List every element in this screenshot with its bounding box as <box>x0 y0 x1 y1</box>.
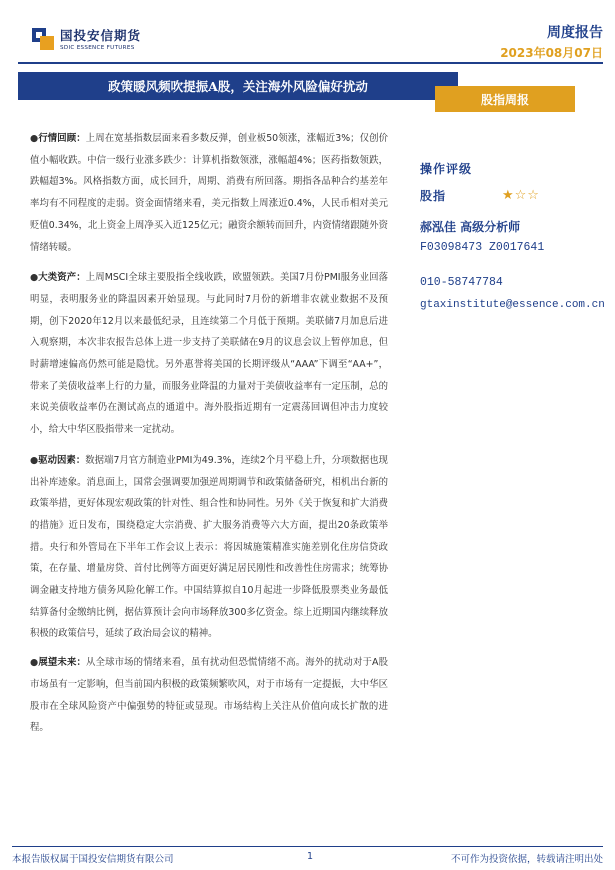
section-heading: 展望未来： <box>38 657 87 669</box>
section-market-review: ●行情回顾：上周在宽基指数层面来看多数反弹，创业板50领涨，涨幅近3%；仅创价值小幅收跌。中信一级行业涨多跌少：计算机指数领涨，涨幅超4%；医药指数领跌，跌幅超3%。风格指数方面，成长回升，周期、消费有所回落。期指各品种合约基差年率均有不同程度的走弱。资金面情绪来看，美元指数上周涨近0.4%，人民币相对美元贬值0.34%，北上资金上周净买入近125亿元；融资余额转而回升，内资情绪跟随外资情绪转暖。 <box>30 133 388 253</box>
analyst-ids: F03098473 Z0017641 <box>420 241 545 254</box>
sidebar <box>420 160 615 311</box>
page-number: 1 <box>307 851 314 862</box>
title-banner <box>18 72 458 100</box>
brand-name-en: SDIC ESSENCE FUTURES <box>60 45 135 51</box>
rating-stars-icon: ★☆☆ <box>502 188 540 203</box>
section-text: 上周在宽基指数层面来看多数反弹，创业板50领涨，涨幅近3%；仅创价值小幅收跌。中信一级行业涨多跌少：计算机指数领涨，涨幅超4%；医药指数领跌，跌幅超3%。风格指数方面，成长回升，周期、消费有所回落。期指各品种合约基差年率均有不同程度的走弱。资金面情绪来看，美元指数上周涨近0.4%，人民币相对美元贬值0.34%，北上资金上周净买入近125亿元；融资余额转而回升，内资情绪跟随外资情绪转暖。 <box>30 133 388 253</box>
section-major-assets: ●大类资产：上周MSCI全球主要股指全线收跌，欧盟领跌。美国7月份PMI服务业回落明显，表明服务业的降温因素开始显现。与此同时7月份的新增非农就业数据不及预期，创下2020年12月以来最低纪录，且连续第二个月低于预期。美联储7月加息后进入观察期，本次非农报告总体上进一步支持了美联储在9月的议息会议上暂停加息，但时薪增速偏高仍然可能是隐忧。另外惠誉将美国的长期评级从“AAA”下调至“AA+”，带来了美债收益率上行的力量，而服务业降温的力量对于美债收益率有一定压制，总的来说美债收益率仍在测试高点的通道中。海外股指近期有一定震荡回调但冲击力度较小，给大中华区股指带来一定扰动。 <box>30 272 388 436</box>
footer-disclaimer: 不可作为投资依据，转载请注明出处 <box>450 854 603 865</box>
rating-row <box>420 187 615 204</box>
logo-mark-icon <box>32 28 54 50</box>
section-outlook: ●展望未来：从全球市场的情绪来看，虽有扰动但恐慌情绪不高。海外的扰动对于A股市场虽有一定影响，但当前国内积极的政策频繁吹风，对于市场有一定提振，大中华区股市在全球风险资产中偏强势的特征或显现。市场结构上关注从价值向成长扩散的进程。 <box>30 657 388 734</box>
section-heading: 行情回顾： <box>38 133 86 144</box>
index-label: 股指 <box>420 189 447 203</box>
analyst-name: 郝泓佳 高级分析师 <box>420 220 521 234</box>
category-tag <box>435 86 575 112</box>
report-date: 2023年08月07日 <box>500 46 603 60</box>
category-tag-label: 股指周报 <box>480 92 529 107</box>
brand-name-cn: 国投安信期货 <box>60 28 142 43</box>
header-divider <box>18 62 603 64</box>
report-body <box>30 128 388 748</box>
rating-label: 操作评级 <box>420 162 473 176</box>
section-text: 上周MSCI全球主要股指全线收跌，欧盟领跌。美国7月份PMI服务业回落明显，表明服务业的降温因素开始显现。与此同时7月份的新增非农就业数据不及预期，创下2020年12月以来最低纪录，且连续第二个月低于预期。美联储7月加息后进入观察期，本次非农报告总体上进一步支持了美联储在9月的议息会议上暂停加息，但时薪增速偏高仍然可能是隐忧。另外惠誉将美国的长期评级从“AAA”下调至“AA+”，带来了美债收益率上行的力量，而服务业降温的力量对于美债收益率有一定压制，总的来说美债收益率仍在测试高点的通道中。海外股指近期有一定震荡回调但冲击力度较小，给大中华区股指带来一定扰动。 <box>30 272 388 436</box>
section-text: 从全球市场的情绪来看，虽有扰动但恐慌情绪不高。海外的扰动对于A股市场虽有一定影响，但当前国内积极的政策频繁吹风，对于市场有一定提振，大中华区股市在全球风险资产中偏强势的特征或显现。市场结构上关注从价值向成长扩散的进程。 <box>30 657 388 734</box>
section-heading: 驱动因素： <box>38 454 86 466</box>
contact-phone: 010-58747784 <box>420 276 503 289</box>
footer-copyright: 本报告版权属于国投安信期货有限公司 <box>12 854 174 865</box>
contact-email[interactable]: gtaxinstitute@essence.com.cn <box>420 299 605 311</box>
section-drivers: ●驱动因素：数据端7月官方制造业PMI为49.3%，连续2个月平稳上升，分项数据也现出补库迹象。消息面上，国常会强调要加强逆周期调节和政策储备研究，相机出台新的政策举措，更好体现宏观政策的针对性、组合性和协同性。另外《关于恢复和扩大消费的措施》近日发布，围绕稳定大宗消费、扩大服务消费等六大方面，提出20条政策举措。央行和外管局在下半年工作会议上表示：将因城施策精准实施差别化住房信贷政策，在存量、增量房贷、首付比例等方面更好满足居民刚性和改善性住房需求；统筹协调金融支持地方债务风险化解工作。中国结算拟自10月起进一步降低股票类业务最低结算备付金缴纳比例，据估算预计会向市场释放300多亿资金。综上近期国内继续释放积极的政策信号，延续了政治局会议的精神。 <box>30 454 388 640</box>
report-type: 周度报告 <box>547 25 603 41</box>
brand-logo <box>32 26 141 51</box>
footer-divider <box>12 846 603 847</box>
section-text: 数据端7月官方制造业PMI为49.3%，连续2个月平稳上升，分项数据也现出补库迹象。消息面上，国常会强调要加强逆周期调节和政策储备研究，相机出台新的政策举措，更好体现宏观政策的针对性、组合性和协同性。另外《关于恢复和扩大消费的措施》近日发布，围绕稳定大宗消费、扩大服务消费等六大方面，提出20条政策举措。央行和外管局在下半年工作会议上表示：将因城施策精准实施差别化住房信贷政策，在存量、增量房贷、首付比例等方面更好满足居民刚性和改善性住房需求；统筹协调金融支持地方债务风险化解工作。中国结算拟自10月起进一步降低股票类业务最低结算备付金缴纳比例，据估算预计会向市场释放300多亿资金。综上近期国内继续释放积极的政策信号，延续了政治局会议的精神。 <box>30 454 388 640</box>
report-title: 政策暖风频吹提振A股，关注海外风险偏好扰动 <box>108 79 368 94</box>
section-heading: 大类资产： <box>38 272 86 284</box>
